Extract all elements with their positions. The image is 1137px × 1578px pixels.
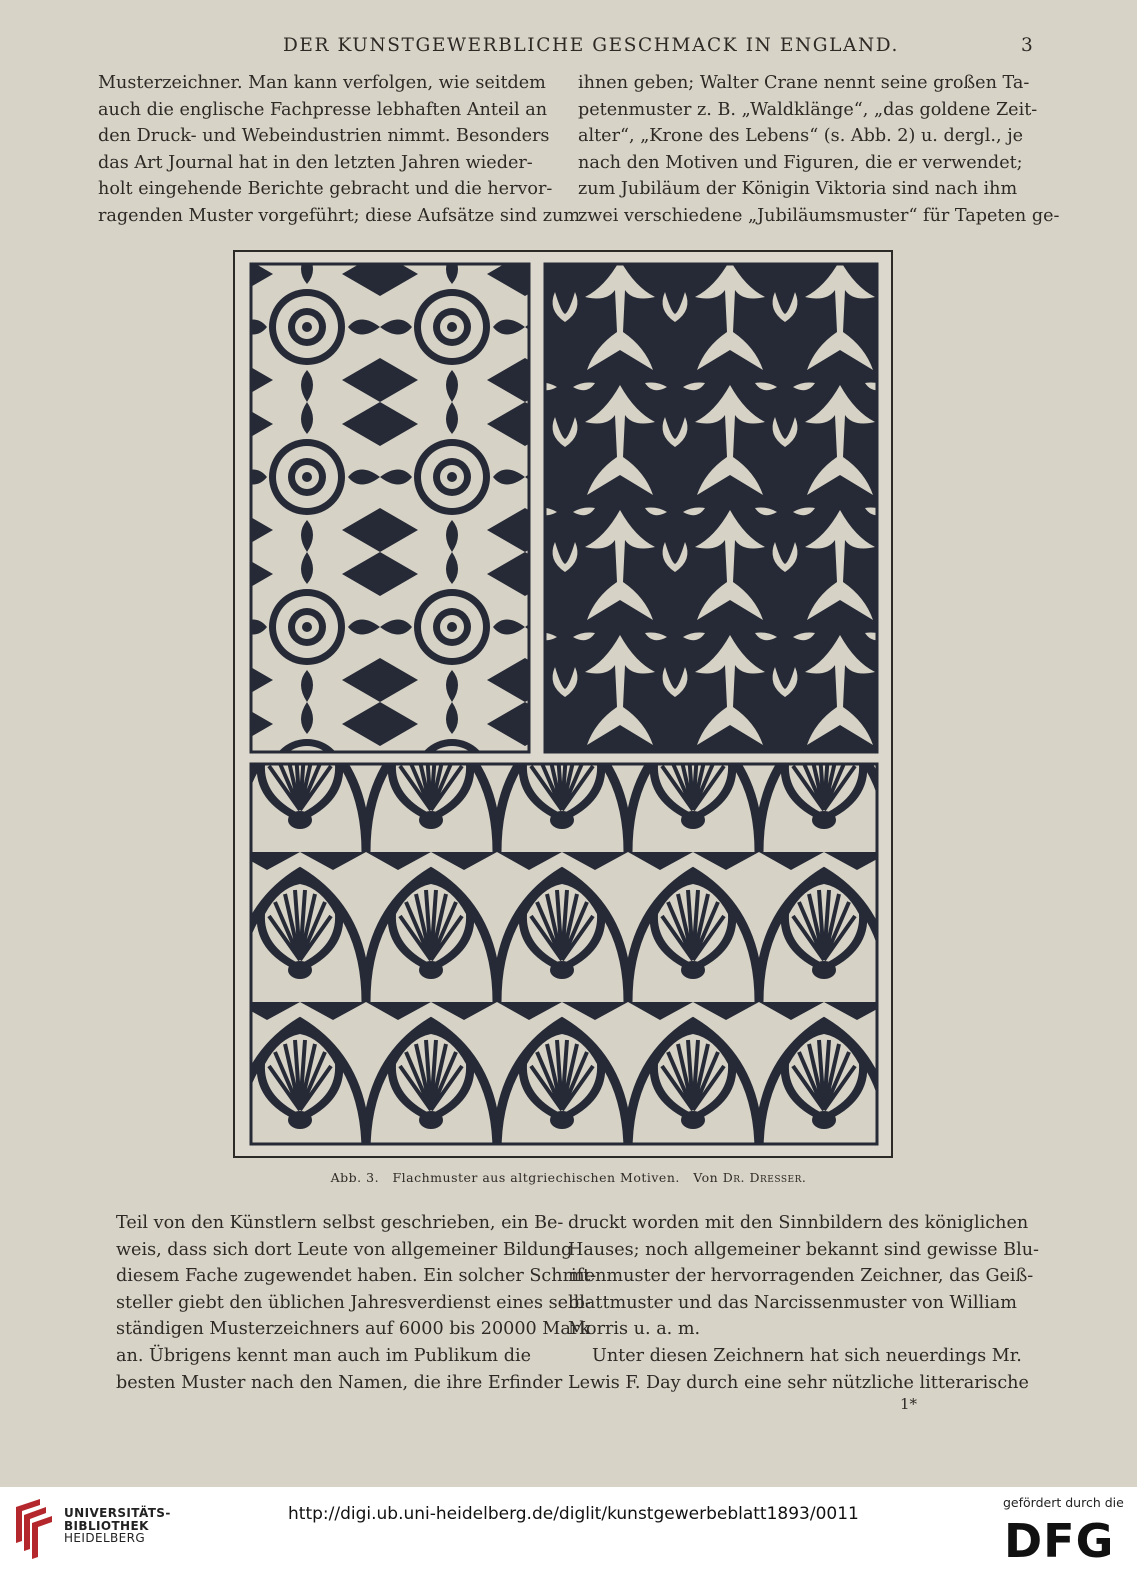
text-line: ständigen Musterzeichners auf 6000 bis 20000 Mark — [116, 1319, 590, 1340]
ornament-figure — [233, 250, 893, 1158]
figure-caption — [0, 1170, 1137, 1185]
text-line: das Art Journal hat in den letzten Jahren wieder- — [98, 152, 533, 173]
permalink-url[interactable]: http://digi.ub.uni-heidelberg.de/diglit/kunstgewerbeblatt1893/0011 — [288, 1504, 859, 1524]
dresser-panel-rosettes — [251, 264, 529, 752]
dresser-panel-leaves — [545, 264, 877, 752]
text-line: zwei verschiedene „Jubiläumsmuster“ für Tapeten ge- — [578, 205, 1060, 226]
text-line: weis, dass sich dort Leute von allgemeiner Bildung — [116, 1239, 573, 1260]
text-line: Lewis F. Day durch eine sehr nützliche litterarische — [568, 1372, 1029, 1393]
text-line: Morris u. a. m. — [568, 1319, 701, 1340]
text-line: nach den Motiven und Figuren, die er verwendet; — [578, 152, 1023, 173]
text-line: den Druck- und Webeindustrien nimmt. Besonders — [98, 126, 550, 147]
running-title: DER KUNSTGEWERBLICHE GESCHMACK IN ENGLAND. — [283, 35, 900, 56]
text-line: menmuster der hervorragenden Zeichner, das Geiß- — [568, 1266, 1034, 1287]
library-name-line: UNIVERSITÄTS- — [64, 1506, 171, 1520]
text-line: besten Muster nach den Namen, die ihre Erfinder — [116, 1372, 563, 1393]
library-name-line: HEIDELBERG — [64, 1531, 146, 1545]
text-line: Unter diesen Zeichnern hat sich neuerdings Mr. — [592, 1345, 1022, 1366]
text-line: holt eingehende Berichte gebracht und die hervor- — [98, 179, 553, 200]
text-line: Teil von den Künstlern selbst geschrieben, ein Be- — [116, 1213, 564, 1233]
text-line: steller giebt den üblichen Jahresverdienst eines selb- — [116, 1292, 591, 1313]
signature-mark: 1* — [900, 1395, 918, 1413]
funded-by-label: gefördert durch die — [1003, 1495, 1124, 1510]
text-column-bottom-left — [116, 1210, 597, 1396]
ornament-illustration — [235, 252, 891, 1156]
text-line: ihnen geben; Walter Crane nennt seine großen Ta- — [578, 73, 1030, 93]
text-line: druckt worden mit den Sinnbildern des königlichen — [568, 1213, 1029, 1233]
caption-text: Flachmuster aus altgriechischen Motiven. — [392, 1170, 680, 1185]
library-name — [64, 1507, 171, 1545]
text-column-top-left — [98, 70, 581, 230]
library-name-line: BIBLIOTHEK — [64, 1518, 149, 1533]
page-header — [0, 35, 1137, 59]
text-line: auch die englische Fachpresse lebhaften Anteil an — [98, 99, 548, 120]
caption-credit-prefix: Von — [693, 1170, 719, 1185]
text-line: Musterzeichner. Man kann verfolgen, wie seitdem — [98, 73, 546, 93]
digitization-footer — [0, 1487, 1137, 1578]
dfg-logo: DFG — [1004, 1514, 1115, 1568]
text-line: petenmuster z. B. „Waldklänge“, „das goldene Zeit- — [578, 99, 1038, 120]
text-column-top-right — [578, 70, 1060, 230]
caption-credit: Dr. Dresser. — [722, 1170, 807, 1185]
text-line: Hauses; noch allgemeiner bekannt sind gewisse Blu- — [568, 1239, 1039, 1260]
dresser-panel-palmettes — [251, 764, 877, 1144]
page-number: 3 — [1021, 35, 1033, 56]
text-line: ragenden Muster vorgeführt; diese Aufsätze sind zum — [98, 205, 581, 226]
university-library-logo-icon — [12, 1497, 54, 1561]
text-column-bottom-right — [568, 1210, 1039, 1396]
caption-prefix: Abb. 3. — [330, 1170, 380, 1185]
text-line: diesem Fache zugewendet haben. Ein solcher Schrift- — [116, 1266, 597, 1287]
text-line: zum Jubiläum der Königin Viktoria sind nach ihm — [578, 179, 1018, 200]
text-line: an. Übrigens kennt man auch im Publikum die — [116, 1345, 532, 1366]
text-line: alter“, „Krone des Lebens“ (s. Abb. 2) u. dergl., je — [578, 126, 1024, 147]
text-line: blattmuster und das Narcissenmuster von William — [568, 1292, 1017, 1313]
